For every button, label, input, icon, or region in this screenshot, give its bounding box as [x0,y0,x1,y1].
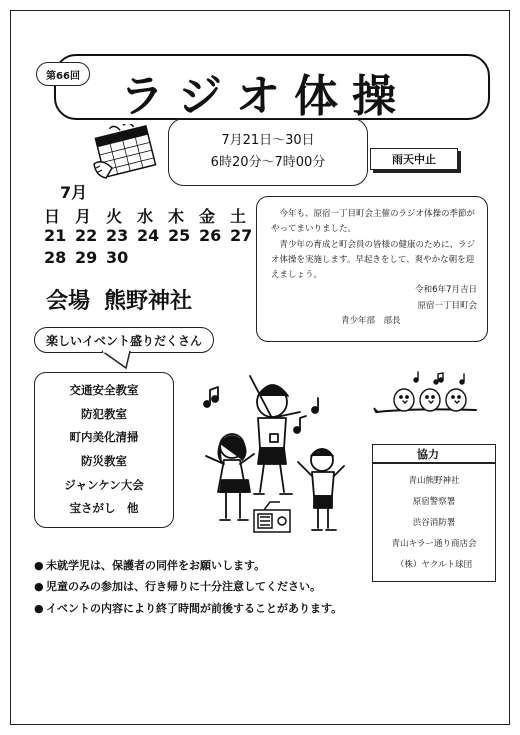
greeting-message [256,196,488,342]
calendar-day: 24 [137,226,160,245]
cooperator: 原宿警察署 [412,496,456,507]
event-item: 交通安全教室 [69,383,139,398]
message-organization: 原宿一丁目町会 [417,300,477,311]
events-list [34,372,174,528]
calendar-day: 29 [75,248,98,267]
calendar-day: 22 [75,226,98,245]
calendar-day: 28 [44,248,67,267]
venue-label: 会場 [46,289,91,314]
calendar-month: 7月 [60,183,88,202]
notes-list [34,555,342,619]
message-paragraph: 今年も、原宿一丁目町会主催のラジオ体操の季節がやってまいりました。 [271,209,476,235]
note-item [34,598,342,619]
exercising-children-illustration [180,364,348,540]
weekday: 日 [44,207,61,226]
cooperation-title: 協力 [372,444,496,464]
events-bubble: 楽しいイベント盛りだくさん [34,327,214,353]
radio-icon [254,502,290,532]
edition-badge: 第66回 [36,62,90,86]
date-period: 7月21日～30日 [221,132,315,148]
page-title: ラジオ体操 [120,71,410,122]
venue [46,284,192,315]
calendar-day: 26 [199,226,222,245]
message-paragraph: 青少年の育成と町会員の皆様の健康のために、ラジオ体操を実施します。早起きをして、爽やかな朝を迎えましょう。 [271,239,476,281]
cooperator: 青山熊野神社 [408,475,460,486]
event-item: 防犯教室 [81,406,127,421]
note-text: 未就学児は、保護者の同伴をお願いします。 [46,559,266,572]
bullet-icon: ● [34,559,44,572]
cooperator: 青山キラー通り商店会 [391,539,477,550]
weekday: 火 [106,207,123,226]
calendar-icon [86,124,162,184]
message-signer: 青少年部 部長 [341,316,401,327]
calendar-day: 21 [44,226,67,245]
calendar-weekdays [44,204,261,227]
cooperation-list [372,462,496,582]
note-item [34,576,342,597]
bubble-tail [100,350,140,370]
rain-notice: 雨天中止 [370,148,458,170]
music-note-icon [204,387,218,407]
event-item: 防災教室 [81,454,127,468]
venue-name: 熊野神社 [104,289,193,314]
weekday: 木 [168,207,185,226]
birds-on-branch-illustration [372,368,482,428]
event-item: 宝さがし 他 [69,501,139,516]
date-box [168,118,368,186]
weekday: 月 [75,207,92,226]
bullet-icon: ● [34,601,44,615]
cooperator: （株）ヤクルト球団 [395,560,473,571]
date-time: 6時20分～7時00分 [210,155,326,170]
calendar-day: 30 [106,248,129,267]
calendar-day: 27 [230,226,253,245]
cooperator: 渋谷消防署 [412,517,456,528]
event-item: 町内美化清掃 [69,430,139,445]
calendar-week-1 [44,226,261,245]
note-text: 児童のみの参加は、行き帰りに十分注意してください。 [46,580,321,594]
note-text: イベントの内容により終了時間が前後することがあります。 [46,601,343,615]
weekday: 水 [137,207,154,226]
calendar-day: 23 [106,226,129,245]
note-item [34,555,342,576]
event-item: ジャンケン大会 [64,477,144,492]
weekday: 土 [230,207,247,226]
bullet-icon: ● [34,580,44,594]
calendar-week-2 [44,248,137,267]
weekday: 金 [199,207,216,226]
calendar-day: 25 [168,226,191,245]
message-date: 令和6年7月吉日 [415,285,477,296]
